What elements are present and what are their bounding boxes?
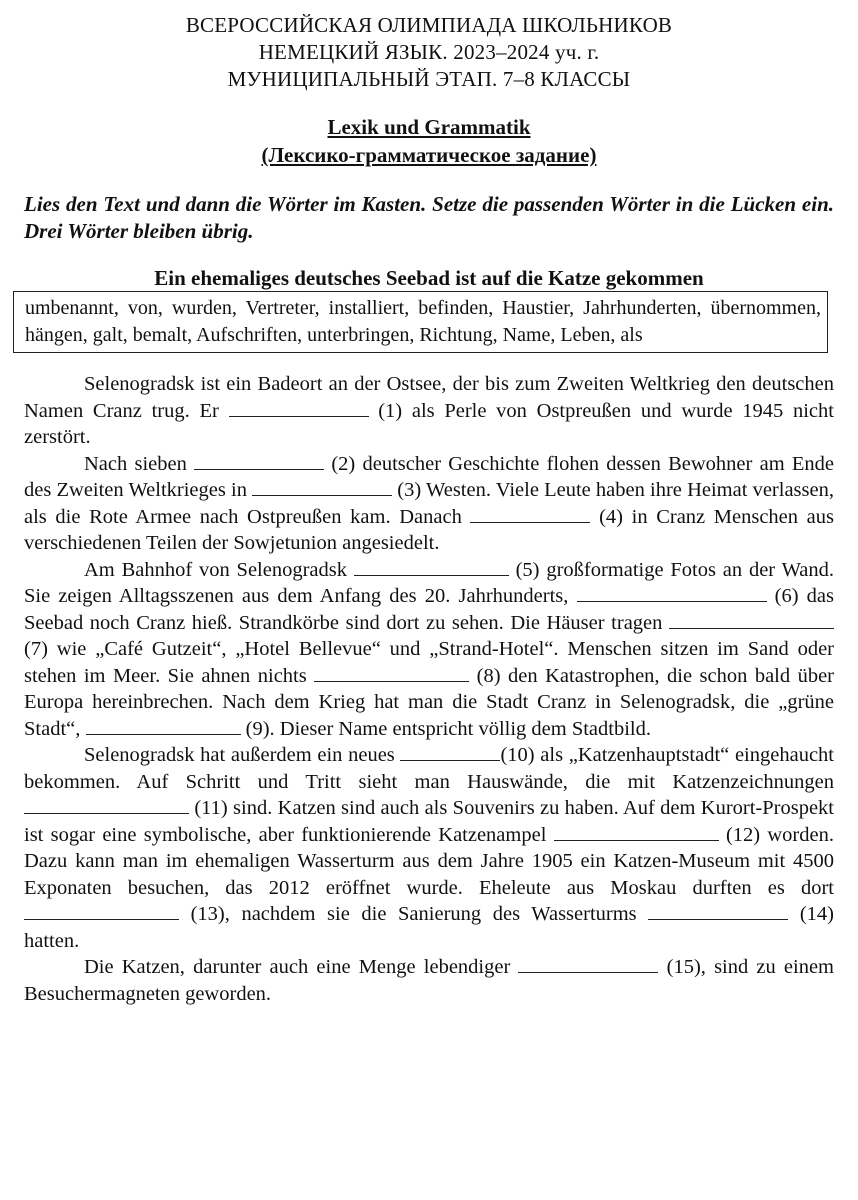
paragraph-2 [24,451,834,557]
gap-11-blank[interactable] [24,796,189,814]
gap-14-blank[interactable] [648,902,788,920]
text-segment: (9). Dieser Name entspricht völlig dem Stadtbild. [240,717,651,740]
header-line-subject: НЕМЕЦКИЙ ЯЗЫК. 2023–2024 уч. г. [258,40,600,64]
text-segment: (6) das Seebad noch Cranz hieß. Strandkörbe sind dort zu sehen. Die Häuser tragen [24,585,834,634]
gap-2-blank[interactable] [194,452,324,470]
text-segment: Nach sieben [84,452,195,475]
text-segment: (5) großformatige Fotos an der Wand. Sie zeigen Alltagsszenen aus dem Anfang des 20. Jahrhunderts, [24,558,834,607]
gap-10-blank[interactable] [400,743,500,761]
text-segment: (14) hatten. [24,903,834,952]
gap-7-blank[interactable] [669,611,834,629]
section-title-block [24,113,834,169]
paragraph-1 [24,371,834,451]
gap-8-blank[interactable] [314,664,469,682]
text-title: Ein ehemaliges deutsches Seebad ist auf die Katze gekommen [154,266,704,290]
gap-4-blank[interactable] [470,505,590,523]
gap-1-blank[interactable] [229,399,369,417]
text-segment: (8) den Katastrophen, die schon bald über Europa hereinbrechen. Nach dem Krieg hat man die Stadt Cranz in Selenogradsk, die „grüne Stadt“, [24,664,835,740]
text-segment: (13), nachdem sie die Sanierung des Wasserturms [179,903,649,925]
text-segment: (1) als Perle von Ostpreußen und wurde 1945 nicht zerstört. [24,399,834,448]
paragraph-4 [24,742,834,954]
gap-5-blank[interactable] [354,558,509,576]
gap-fill-text [24,371,834,1007]
task-instruction: Lies den Text und dann die Wörter im Kasten. Setze die passenden Wörter in die Lücken ein. Drei Wörter bleiben übrig. [24,192,834,243]
text-segment: Selenogradsk ist ein Badeort an der Ostsee, der bis zum Zweiten Weltkrieg den deutschen Namen Cranz trug. Er [24,373,834,422]
text-segment: (15), sind zu einem Besuchermagneten geworden. [24,956,834,1005]
text-segment: (4) in Cranz Menschen aus verschiedenen Teilen der Sowjetunion angesiedelt. [24,505,834,554]
section-title: Lexik und Grammatik [327,115,531,139]
text-segment: (11) sind. Katzen sind auch als Souvenirs zu haben. Auf dem Kurort-Prospekt ist sogar eine symbolische, aber funktionierende Katzenampel [24,797,834,846]
header-line-stage: МУНИЦИПАЛЬНЫЙ ЭТАП. 7–8 КЛАССЫ [227,67,631,91]
header-line-olympiad: ВСЕРОССИЙСКАЯ ОЛИМПИАДА ШКОЛЬНИКОВ [185,13,673,37]
text-segment: Am Bahnhof von Selenogradsk [84,558,354,581]
text-segment: (12) worden. Dazu kann man im ehemaligen Wasserturm aus dem Jahre 1905 ein Katzen-Museum mit 4500 Exponaten besuchen, das 2012 eröffnet wurde. Eheleute aus Moskau durften es dort [24,823,834,899]
document-header [24,12,834,93]
text-segment: (3) Westen. Viele Leute haben ihre Heimat verlassen, als die Rote Armee nach Ostpreußen kam. Danach [24,479,834,528]
gap-9-blank[interactable] [86,717,241,735]
gap-15-blank[interactable] [518,955,658,973]
gap-12-blank[interactable] [554,823,719,841]
text-segment: Die Katzen, darunter auch eine Menge lebendiger [84,956,519,978]
gap-3-blank[interactable] [252,478,392,496]
section-subtitle: (Лексико-грамматическое задание) [261,143,597,167]
word-box: umbenannt, von, wurden, Vertreter, installiert, befinden, Haustier, Jahrhunderten, übernommen, hängen, galt, bemalt, Aufschriften, unterbringen, Richtung, Name, Leben, als [13,291,828,353]
gap-6-blank[interactable] [577,584,767,602]
text-segment: (2) deutscher Geschichte flohen dessen Bewohner am Ende des Zweiten Weltkrieges in [24,452,834,501]
paragraph-5 [24,954,834,1007]
paragraph-3 [24,557,834,743]
text-segment: Selenogradsk hat außerdem ein neues [84,744,401,766]
gap-13-blank[interactable] [24,902,179,920]
text-segment: (7) wie „Café Gutzeit“, „Hotel Bellevue“ und „Strand-Hotel“. Menschen sitzen im Sand oder stehen im Meer. Sie ahnen nichts [24,638,834,687]
text-segment: (10) als „Katzenhauptstadt“ eingehaucht bekommen. Auf Schritt und Tritt sieht man Hauswände, die mit Katzenzeichnungen [24,744,834,793]
